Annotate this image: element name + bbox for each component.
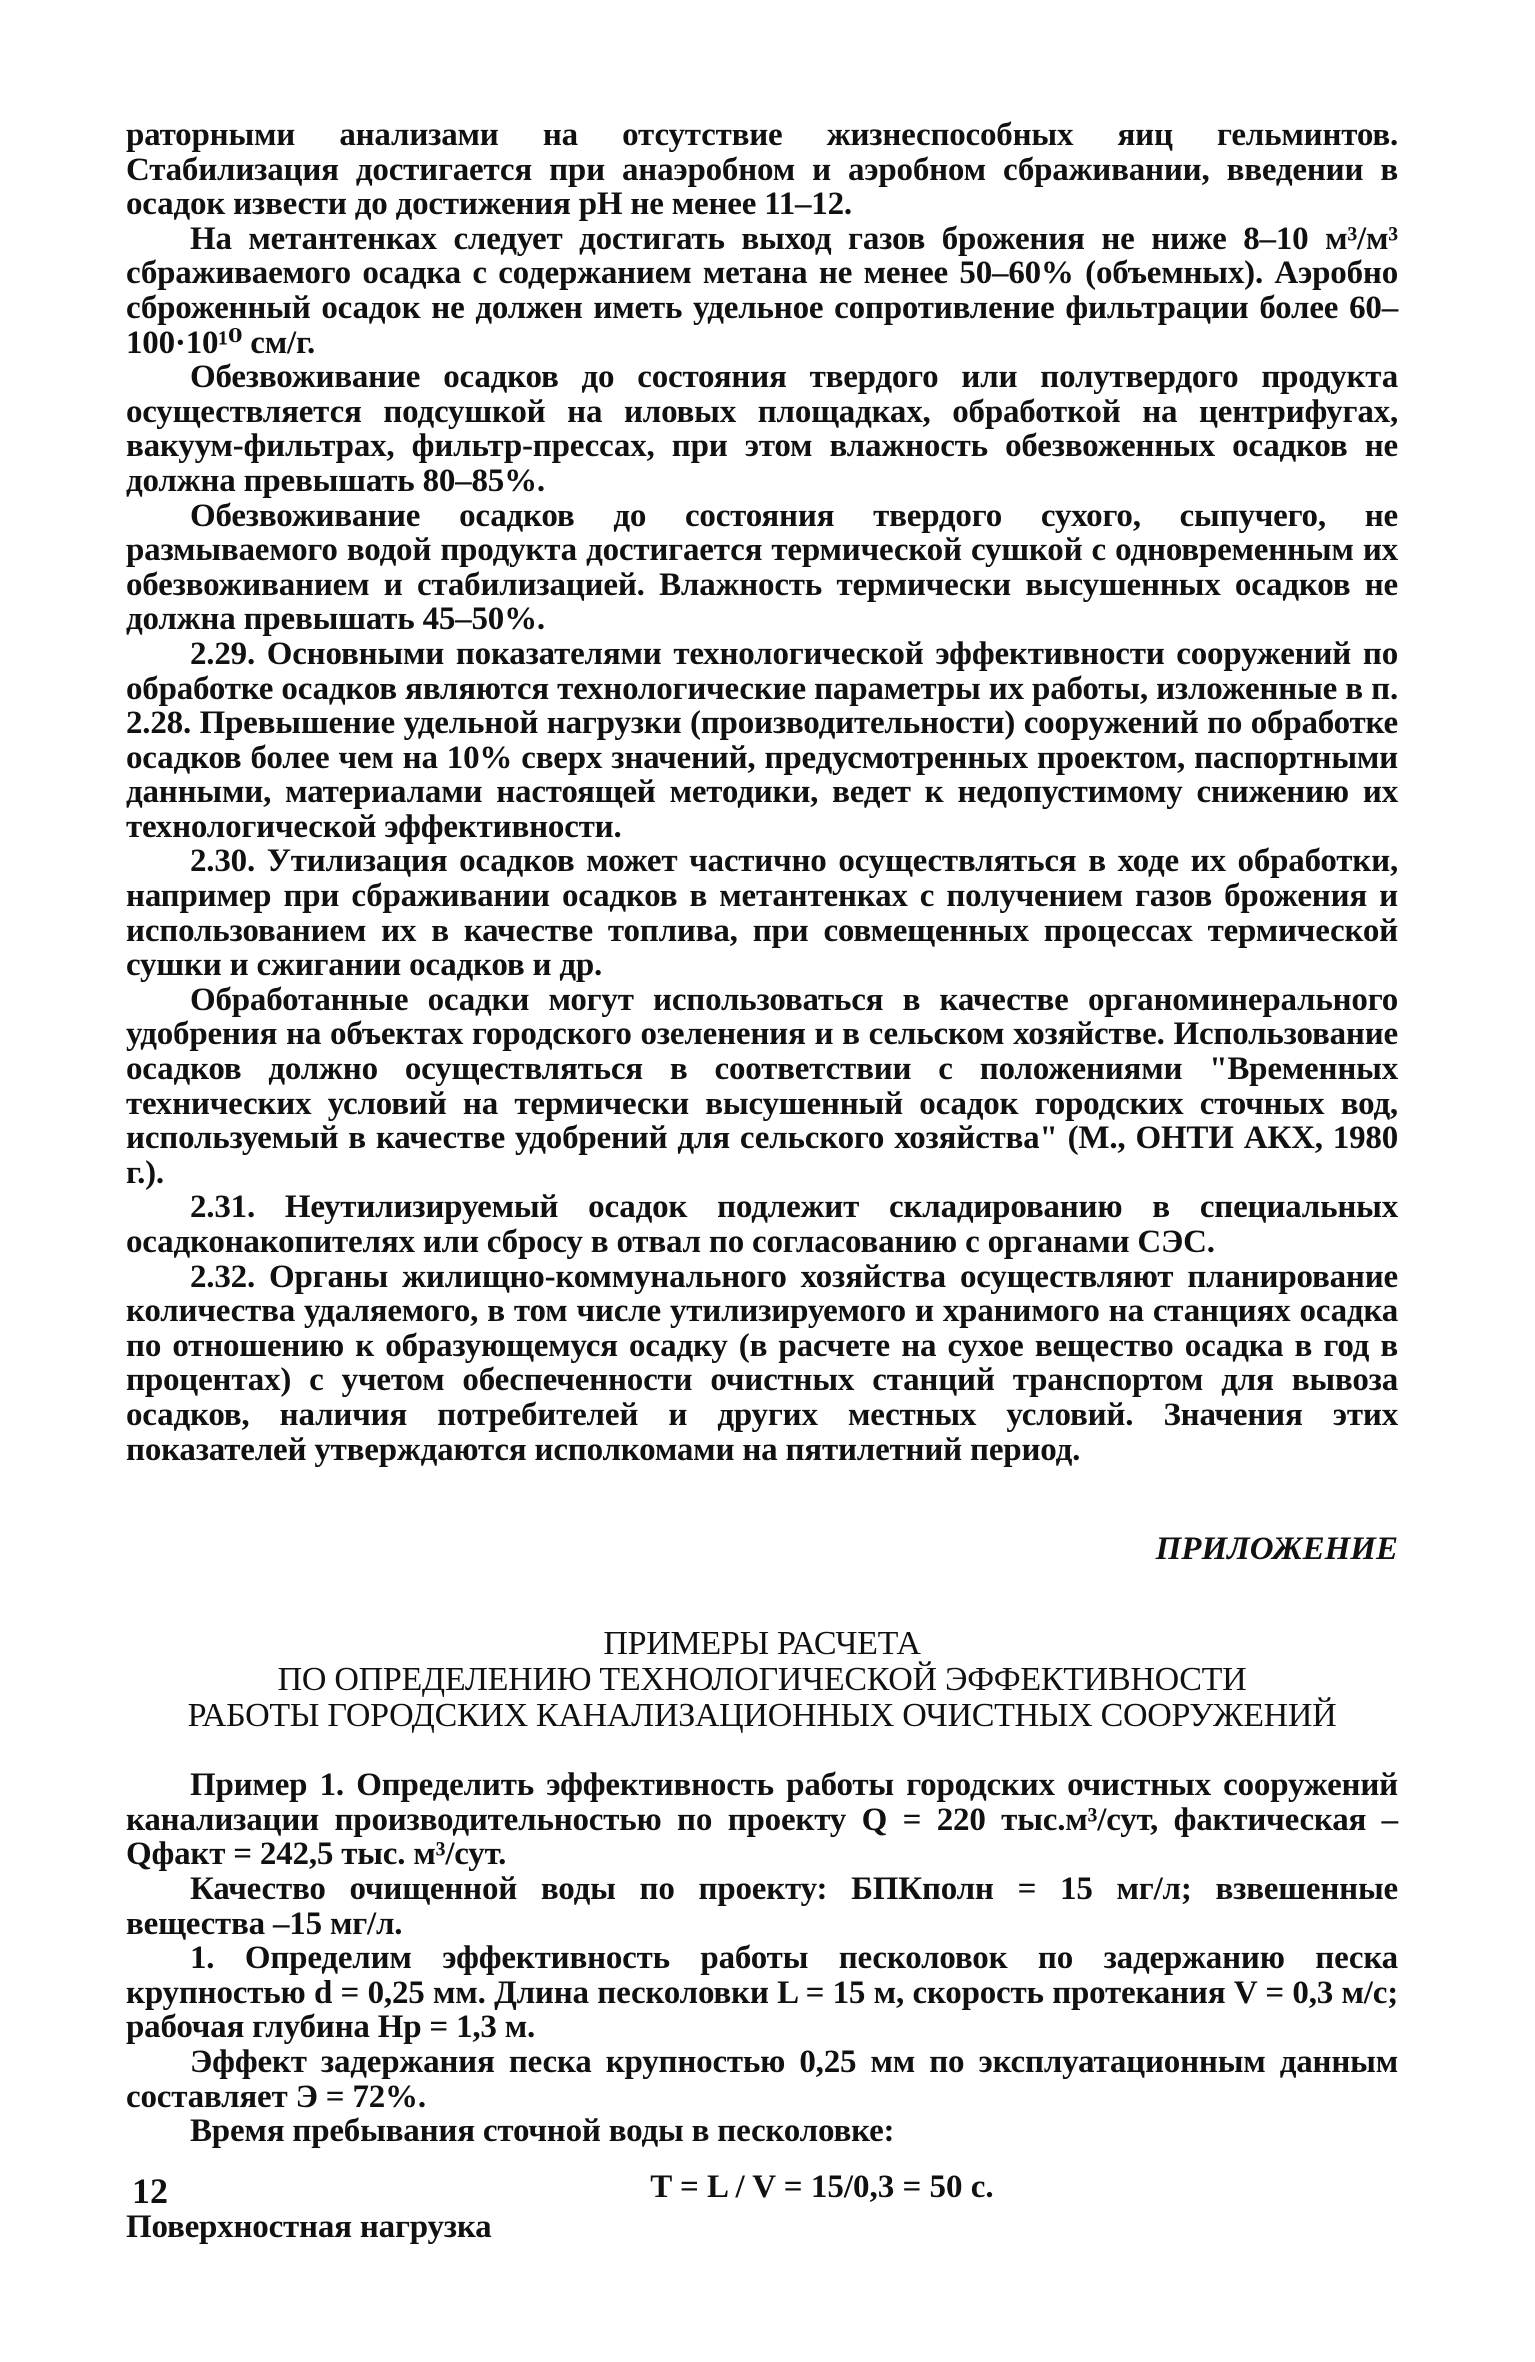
example-1-effect: Эффект задержания песка крупностью 0,25 мм по эксплуатационным данным составляет Э = 72%. <box>126 2043 1398 2115</box>
page-number: 12 <box>132 2171 168 2211</box>
formula-residence-time: T = L / V = 15/0,3 = 50 с. <box>650 2168 994 2205</box>
heading-line-3: РАБОТЫ ГОРОДСКИХ КАНАЛИЗАЦИОННЫХ ОЧИСТНЫХ СООРУЖЕНИЙ <box>187 1697 1337 1735</box>
section-heading <box>126 1626 1398 1734</box>
example-text <box>126 1768 1398 2149</box>
example-text-tail <box>126 2210 1398 2245</box>
example-1-step-1: 1. Определим эффективность работы песколовок по задержанию песка крупностью d = 0,25 мм. Длина песколовки L = 15 м, скорость протекания V = 0,3 м/с; рабочая глубина Hр = 1,3 м. <box>126 1940 1398 2046</box>
appendix-label: ПРИЛОЖЕНИЕ <box>1155 1531 1398 1568</box>
paragraph-2-31: 2.31. Неутилизируемый осадок подлежит складированию в специальных осадконакопителях или сбросу в отвал по согласованию с органами СЭС. <box>126 1189 1398 1260</box>
paragraph-2-32: 2.32. Органы жилищно-коммунального хозяйства осуществляют планирование количества удаляемого, в том числе утилизируемого и хранимого на станциях осадка по отношению к образующемуся осадку (в расчете на сухое вещество осадка в год в процентах) с учетом обеспеченности очистных станций транспортом для вывоза осадков, наличия потребителей и других местных условий. Значения этих показателей утверждаются исполкомами на пятилетний период. <box>126 1258 1398 1468</box>
example-1-residence-time: Время пребывания сточной воды в песколовке: <box>190 2113 895 2150</box>
paragraph-stabilization: раторными анализами на отсутствие жизнеспособных яиц гельминтов. Стабилизация достигается при анаэробном и аэробном сбраживании, введении в осадок извести до достижения pH не менее 11–12. <box>126 117 1398 223</box>
paragraph-2-30: 2.30. Утилизация осадков может частично осуществляться в ходе их обработки, например при сбраживании осадков в метантенках с получением газов брожения и использованием их в качестве топлива, при совмещенных процессах термической сушки и сжигании осадков и др. <box>126 843 1398 984</box>
paragraph-fertilizer: Обработанные осадки могут использоваться в качестве органоминерального удобрения на объектах городского озеленения и в сельском хозяйстве. Использование осадков должно осуществляться в соответствии с положениями "Временных технических условий на термически высушенный осадок городских сточных вод, используемый в качестве удобрений для сельского хозяйства" (М., ОНТИ АКХ, 1980 г.). <box>126 981 1398 1191</box>
paragraph-methane-tanks: На метантенках следует достигать выход газов брожения не ниже 8–10 м³/м³ сбраживаемого осадка с содержанием метана не менее 50–60% (объемных). Аэробно сброженный осадок не должен иметь удельное сопротивление фильтрации более 60–100·10¹⁰ см/г. <box>126 220 1398 361</box>
paragraph-2-29: 2.29. Основными показателями технологической эффективности сооружений по обработке осадков являются технологические параметры их работы, изложенные в п. 2.28. Превышение удельной нагрузки (производительности) сооружений по обработке осадков более чем на 10% сверх значений, предусмотренных проектом, паспортными данными, материалами настоящей методики, ведет к недопустимому снижению их технологической эффективности. <box>126 635 1398 845</box>
page-content <box>126 118 1398 2244</box>
example-1-statement: Пример 1. Определить эффективность работы городских очистных сооружений канализации производительностью по проекту Q = 220 тыс.м³/сут, фактическая – Qфакт = 242,5 тыс. м³/сут. <box>126 1767 1398 1873</box>
body-text <box>126 118 1398 1467</box>
paragraph-dewatering-solid: Обезвоживание осадков до состояния твердого или полутвердого продукта осуществляется подсушкой на иловых площадках, обработкой на центрифугах, вакуум-фильтрах, фильтр-прессах, при этом влажность обезвоженных осадков не должна превышать 80–85%. <box>126 359 1398 499</box>
paragraph-dewatering-dry: Обезвоживание осадков до состояния твердого сухого, сыпучего, не размываемого водой продукта достигается термической сушкой с одновременным их обезвоживанием и стабилизацией. Влажность термически высушенных осадков не должна превышать 45–50%. <box>126 497 1398 638</box>
example-1-quality: Качество очищенной воды по проекту: БПКполн = 15 мг/л; взвешенные вещества –15 мг/л. <box>126 1870 1398 1942</box>
heading-line-2: ПО ОПРЕДЕЛЕНИЮ ТЕХНОЛОГИЧЕСКОЙ ЭФФЕКТИВНОСТИ <box>277 1661 1247 1699</box>
heading-line-1: ПРИМЕРЫ РАСЧЕТА <box>603 1625 921 1663</box>
surface-load-label: Поверхностная нагрузка <box>126 2208 492 2245</box>
